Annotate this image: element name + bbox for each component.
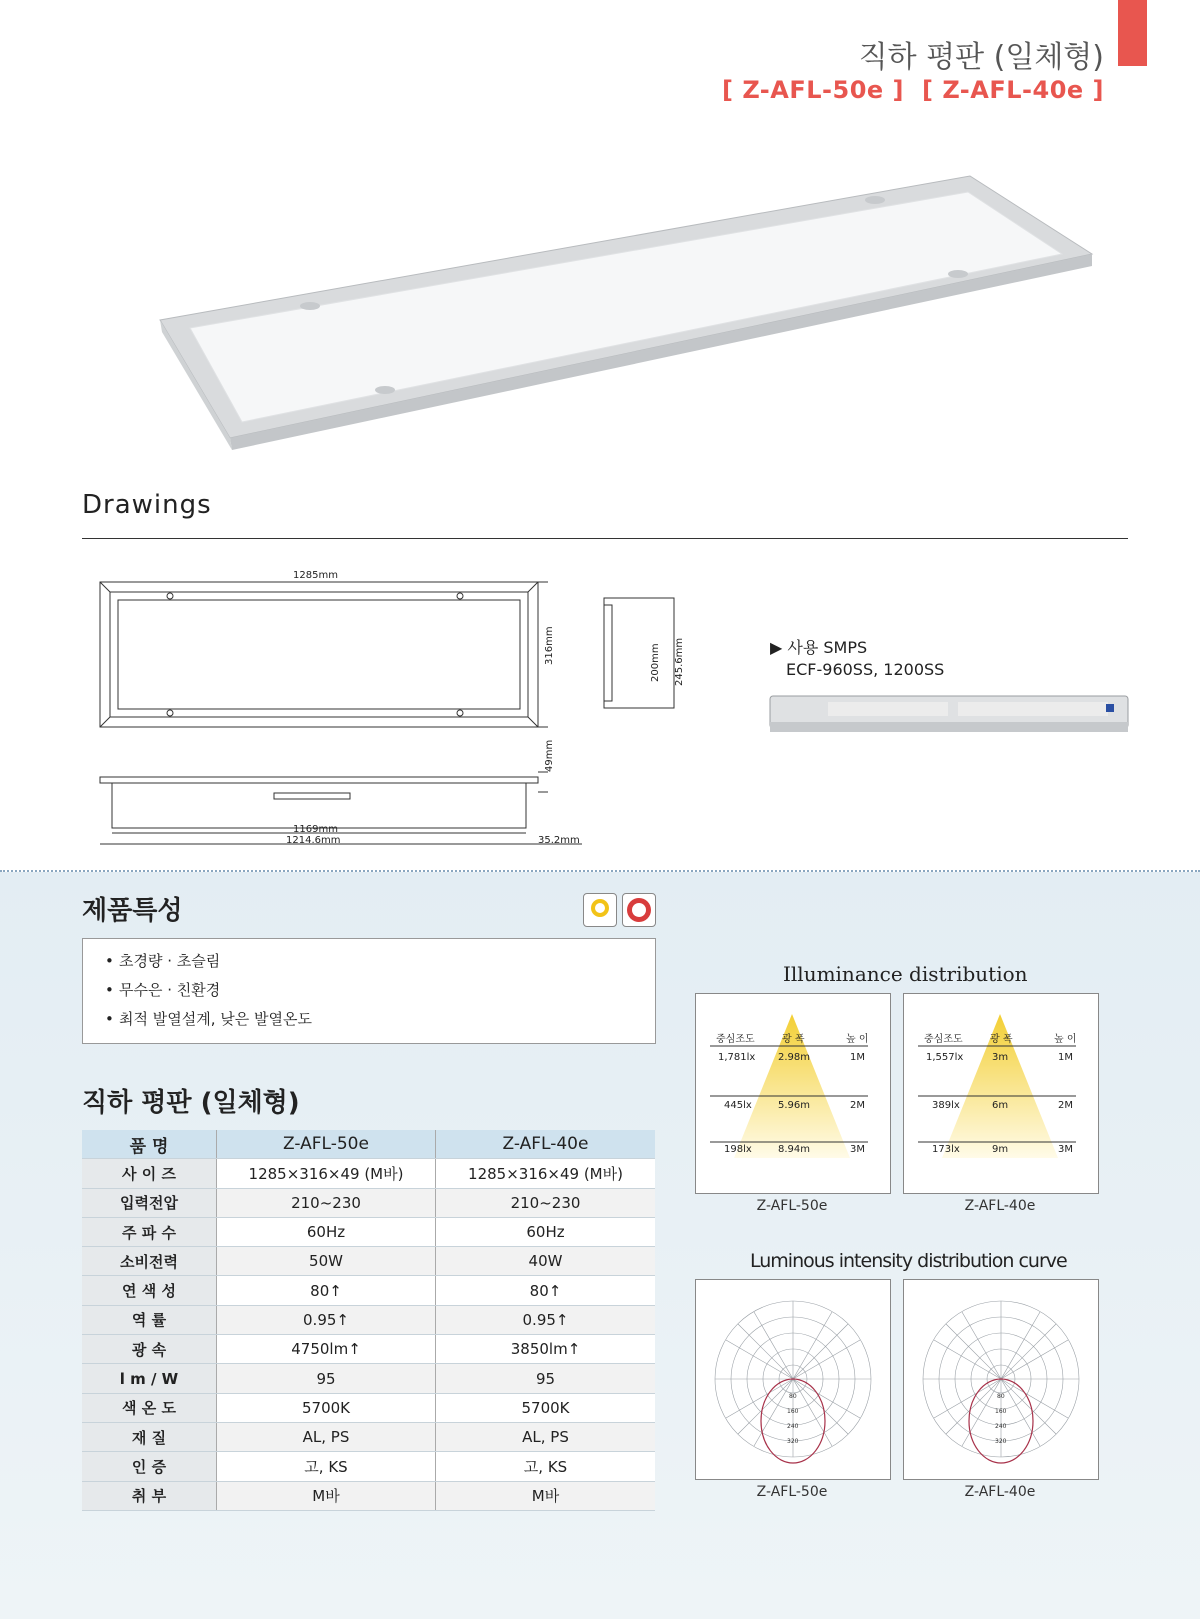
cell: 95	[436, 1364, 656, 1393]
table-row	[82, 1335, 655, 1364]
cell: 3850lm↑	[436, 1335, 656, 1364]
cell: 60Hz	[436, 1217, 656, 1246]
section-divider	[82, 538, 1128, 539]
row-label: 주 파 수	[82, 1217, 217, 1246]
svg-text:1M: 1M	[850, 1052, 865, 1063]
dim-outer: 245.6mm	[674, 637, 685, 686]
header-cell: 품 명	[82, 1130, 217, 1159]
svg-text:445lx: 445lx	[724, 1100, 752, 1111]
svg-text:2M: 2M	[850, 1100, 865, 1111]
row-label: 역 률	[82, 1305, 217, 1334]
svg-text:2M: 2M	[1058, 1100, 1073, 1111]
model-numbers	[704, 76, 1104, 104]
dim-edge: 35.2mm	[538, 835, 580, 846]
cell: 5700K	[436, 1393, 656, 1422]
cell: 95	[217, 1364, 436, 1393]
cell: 210~230	[217, 1188, 436, 1217]
table-row	[82, 1188, 655, 1217]
ks-cert-icon	[622, 893, 656, 927]
illuminance-caption: Z-AFL-50e	[756, 1198, 828, 1214]
dim-height: 316mm	[544, 626, 555, 665]
model-b: [ Z-AFL-40e ]	[922, 76, 1104, 104]
table-row	[82, 1305, 655, 1334]
col-center: 중심조도	[716, 1034, 755, 1045]
smps-line1: ▶ 사용 SMPS	[770, 638, 868, 657]
polar-caption: Z-AFL-50e	[756, 1484, 828, 1500]
efficiency-cert-icon	[583, 893, 617, 927]
svg-text:320: 320	[995, 1438, 1007, 1445]
cell: 60Hz	[217, 1217, 436, 1246]
svg-text:80: 80	[789, 1393, 797, 1400]
illuminance-panel-50e	[695, 993, 891, 1194]
row-label: 취 부	[82, 1481, 217, 1510]
svg-text:3M: 3M	[850, 1144, 865, 1155]
cell: 0.95↑	[436, 1305, 656, 1334]
svg-text:6m: 6m	[992, 1100, 1009, 1111]
dim-depth: 49mm	[544, 739, 555, 772]
illuminance-heading: Illuminance distribution	[783, 962, 1028, 986]
cell: 4750lm↑	[217, 1335, 436, 1364]
table-row	[82, 1159, 655, 1188]
illuminance-caption: Z-AFL-40e	[964, 1198, 1036, 1214]
table-row	[82, 1452, 655, 1481]
row-label: l m / W	[82, 1364, 217, 1393]
header-cell: Z-AFL-50e	[217, 1130, 436, 1159]
dim-bottom-b: 1214.6mm	[286, 835, 341, 846]
cell: M바	[436, 1481, 656, 1510]
corner-accent-tab	[1118, 0, 1147, 66]
table-row	[82, 1364, 655, 1393]
illuminance-panel-40e	[903, 993, 1099, 1194]
cell: 50W	[217, 1247, 436, 1276]
svg-text:80: 80	[997, 1393, 1005, 1400]
row-label: 소비전력	[82, 1247, 217, 1276]
row-label: 연 색 성	[82, 1276, 217, 1305]
product-photo	[150, 170, 1100, 450]
svg-text:240: 240	[995, 1423, 1007, 1430]
cell: 고, KS	[217, 1452, 436, 1481]
polar-panel-40e	[903, 1279, 1099, 1480]
header-cell: Z-AFL-40e	[436, 1130, 656, 1159]
table-row	[82, 1217, 655, 1246]
svg-text:320: 320	[787, 1438, 799, 1445]
features-box	[82, 938, 656, 1044]
col-height: 높 이	[846, 1034, 869, 1045]
row-label: 색 온 도	[82, 1393, 217, 1422]
smps-info	[770, 637, 944, 681]
feature-item: • 초경량 · 초슬림	[105, 947, 655, 976]
cell: 5700K	[217, 1393, 436, 1422]
dim-bottom-a: 1169mm	[293, 824, 338, 835]
row-label: 사 이 즈	[82, 1159, 217, 1188]
table-row	[82, 1276, 655, 1305]
feature-item: • 무수은 · 친환경	[105, 976, 655, 1005]
cell: 1285×316×49 (M바)	[217, 1159, 436, 1188]
table-row	[82, 1393, 655, 1422]
polar-panel-50e	[695, 1279, 891, 1480]
svg-text:173lx: 173lx	[932, 1144, 960, 1155]
table-header-row	[82, 1130, 655, 1159]
svg-text:1,781lx: 1,781lx	[718, 1052, 756, 1063]
cell: 210~230	[436, 1188, 656, 1217]
svg-text:3m: 3m	[992, 1052, 1009, 1063]
cell: 0.95↑	[217, 1305, 436, 1334]
table-row	[82, 1247, 655, 1276]
smps-photo	[768, 692, 1132, 740]
svg-text:중심조도: 중심조도	[924, 1034, 963, 1045]
cell: 40W	[436, 1247, 656, 1276]
page-title: 직하 평판 (일체형)	[858, 40, 1104, 75]
svg-text:3M: 3M	[1058, 1144, 1073, 1155]
svg-text:1,557lx: 1,557lx	[926, 1052, 964, 1063]
feature-item: • 최적 발열설계, 낮은 발열온도	[105, 1005, 655, 1034]
svg-text:160: 160	[995, 1408, 1007, 1415]
cell: AL, PS	[436, 1422, 656, 1451]
luminous-heading: Luminous intensity distribution curve	[750, 1250, 1067, 1272]
smps-line2: ECF-960SS, 1200SS	[786, 660, 945, 679]
drawings-heading: Drawings	[82, 490, 212, 520]
spec-table	[82, 1130, 655, 1511]
cell: AL, PS	[217, 1422, 436, 1451]
svg-text:5.96m: 5.96m	[778, 1100, 811, 1111]
table-row	[82, 1422, 655, 1451]
svg-text:1M: 1M	[1058, 1052, 1073, 1063]
dim-inner: 200mm	[650, 643, 661, 682]
table-row	[82, 1481, 655, 1510]
svg-text:240: 240	[787, 1423, 799, 1430]
svg-text:389lx: 389lx	[932, 1100, 960, 1111]
row-label: 광 속	[82, 1335, 217, 1364]
features-heading: 제품특성	[82, 896, 183, 926]
svg-text:높 이: 높 이	[1054, 1034, 1077, 1045]
cell: 80↑	[436, 1276, 656, 1305]
col-width: 광 폭	[782, 1034, 805, 1045]
polar-caption: Z-AFL-40e	[964, 1484, 1036, 1500]
svg-text:8.94m: 8.94m	[778, 1144, 811, 1155]
svg-text:9m: 9m	[992, 1144, 1009, 1155]
row-label: 입력전압	[82, 1188, 217, 1217]
spec-heading: 직하 평판 (일체형)	[82, 1088, 300, 1118]
technical-drawing	[90, 560, 685, 850]
cell: 1285×316×49 (M바)	[436, 1159, 656, 1188]
model-a: [ Z-AFL-50e ]	[722, 76, 904, 104]
svg-text:160: 160	[787, 1408, 799, 1415]
cell: 80↑	[217, 1276, 436, 1305]
cell: 고, KS	[436, 1452, 656, 1481]
cell: M바	[217, 1481, 436, 1510]
dim-total-length: 1285mm	[293, 570, 338, 581]
svg-text:광 폭: 광 폭	[990, 1034, 1013, 1045]
svg-text:2.98m: 2.98m	[778, 1052, 811, 1063]
svg-text:198lx: 198lx	[724, 1144, 752, 1155]
row-label: 재 질	[82, 1422, 217, 1451]
row-label: 인 증	[82, 1452, 217, 1481]
